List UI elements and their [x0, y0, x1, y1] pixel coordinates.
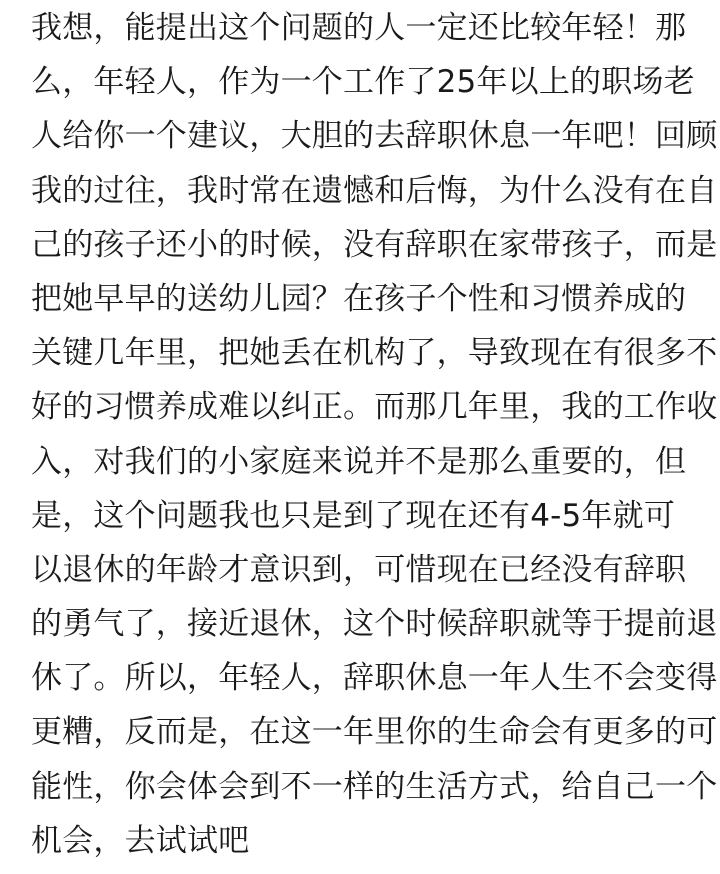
text-line: 更糟，反而是，在这一年里你的生命会有更多的可: [31, 714, 718, 751]
text-line: 关键几年里，把她丢在机构了，导致现在有很多不: [31, 335, 718, 372]
text-line: 把她早早的送幼儿园？在孩子个性和习惯养成的: [31, 280, 687, 317]
text-line: 人给你一个建议，大胆的去辞职休息一年吧！回顾: [31, 118, 718, 155]
answer-text: [31, 7, 718, 874]
text-line: 是，这个问题我也只是到了现在还有4-5年就可: [31, 497, 676, 534]
text-line: 我的过往，我时常在遗憾和后悔，为什么没有在自: [31, 172, 718, 209]
text-line: 机会，去试试吧: [31, 822, 250, 859]
text-line: 好的习惯养成难以纠正。而那几年里，我的工作收: [31, 389, 718, 426]
text-line: 能性，你会体会到不一样的生活方式，给自己一个: [31, 768, 718, 805]
text-line: 入，对我们的小家庭来说并不是那么重要的，但: [31, 443, 687, 480]
text-line: 以退休的年龄才意识到，可惜现在已经没有辞职: [31, 551, 687, 588]
text-line: 的勇气了，接近退休，这个时候辞职就等于提前退: [31, 606, 718, 643]
text-line: 我想，能提出这个问题的人一定还比较年轻！那: [31, 10, 687, 46]
text-line: 么，年轻人，作为一个工作了25年以上的职场老: [31, 64, 695, 101]
text-line: 己的孩子还小的时候，没有辞职在家带孩子，而是: [31, 226, 718, 263]
text-line: 休了。所以，年轻人，辞职休息一年人生不会变得: [31, 660, 718, 697]
